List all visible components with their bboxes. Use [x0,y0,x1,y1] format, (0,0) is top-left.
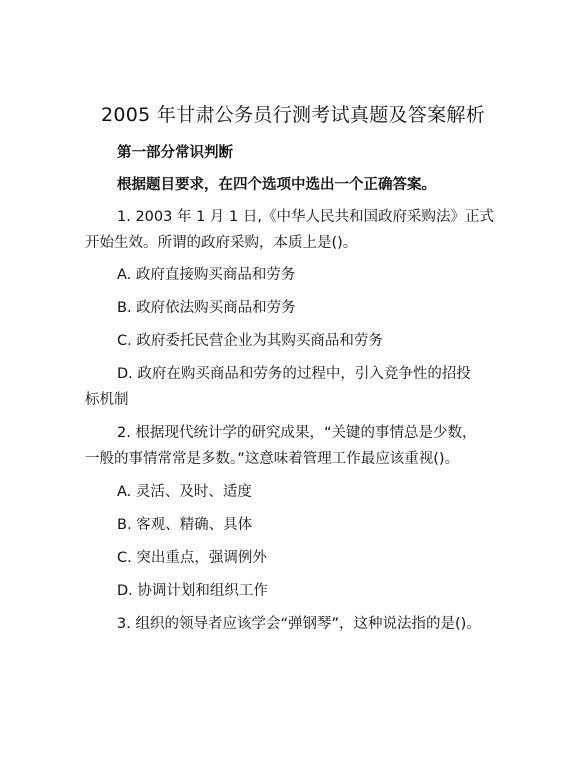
question-2-option-d: D. 协调计划和组织工作 [117,583,268,599]
question-2-option-b: B. 客观、精确、具体 [117,517,253,533]
question-2-stem-line-2: 一般的事情常常是多数。”这意味着管理工作最应该重视()。 [85,451,460,467]
question-3-stem-line-1: 3. 组织的领导者应该学会“弹钢琴”，这种说法指的是()。 [117,616,481,632]
question-2-stem-line-1: 2. 根据现代统计学的研究成果，“关键的事情总是少数， [117,425,477,441]
question-1-option-b: B. 政府依法购买商品和劳务 [117,300,296,316]
instruction-text: 根据题目要求，在四个选项中选出一个正确答案。 [117,177,436,193]
question-1-stem-line-1: 1. 2003 年 1 月 1 日,《中华人民共和国政府采购法》正式 [117,209,494,225]
question-2-option-a: A. 灵活、及时、适度 [117,484,252,500]
question-2-option-c: C. 突出重点，强调例外 [117,550,267,566]
question-1-stem-line-2: 开始生效。所谓的政府采购，本质上是()。 [85,235,358,251]
section-heading: 第一部分常识判断 [117,145,233,161]
question-1-option-c: C. 政府委托民营企业为其购买商品和劳务 [117,333,383,349]
document-title: 2005 年甘肃公务员行测考试真题及答案解析 [101,104,485,126]
question-1-option-a: A. 政府直接购买商品和劳务 [117,267,296,283]
question-1-option-d: D. 政府在购买商品和劳务的过程中，引入竞争性的招投 [117,366,471,382]
question-1-option-d-continuation: 标机制 [85,392,129,408]
